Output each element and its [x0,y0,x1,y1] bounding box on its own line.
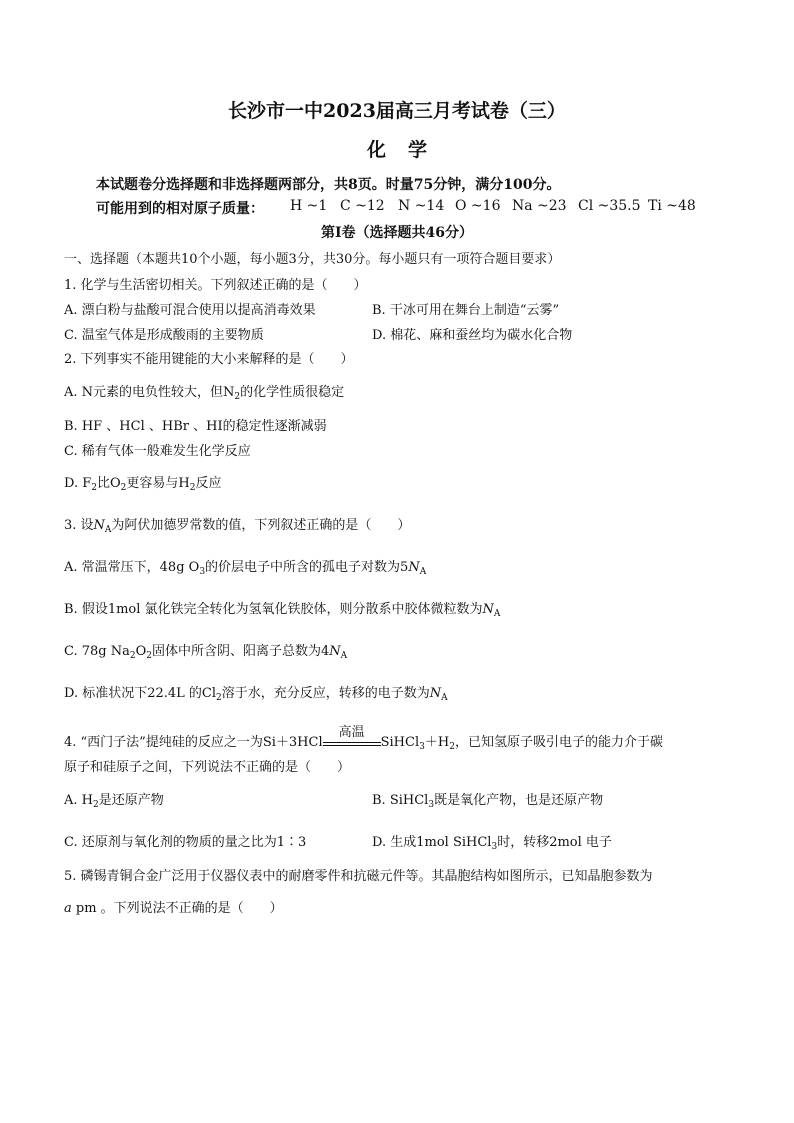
q3-option-d: D. 标准状况下22.4L 的$Cl_2$溶于水，充分反应，转移的电子数为$N_A$ [64,686,448,703]
exam-intro: 本试题卷分选择题和非选择题两部分，共8页。时量75分钟，满分100分。 [96,177,561,193]
q4-option-b: B. SiHCl$_3$既是氧化产物，也是还原产物 [372,793,604,810]
reaction-condition [323,724,381,750]
q1-option-d: D. 棉花、麻和蚕丝均为碳水化合物 [372,328,573,343]
q2-stem: 2. 下列事实不能用键能的大小来解释的是（ ） [64,352,354,367]
q4-stem: 4. “西门子法”提纯硅的反应之一为Si＋3HCl 高温 $SiHCl_3+H_2$，已知氢原子吸引电子的能力介于碳 [64,731,663,750]
atomic-mass-cl: Cl ~35.5 [578,198,641,214]
q3-stem: 3. 设$N_A$为阿伏加德罗常数的值，下列叙述正确的是（ ） [64,518,411,535]
q4-stem-line2: 原子和硅原子之间，下列说法不正确的是（ ） [64,760,351,775]
q2-option-c: C. 稀有气体一般难发生化学反应 [64,444,251,459]
reaction-condition-label: 高温 [338,724,365,740]
q4-option-c: C. 还原剂与氧化剂的物质的量之比为1∶3 [64,835,307,850]
q5-stem-line2: a pm 。下列说法不正确的是（ ） [64,901,283,916]
q3-option-b: B. 假设1mol 氯化铁完全转化为氢氧化铁胶体，则分散系中胶体微粒数为$N_A$ [64,602,501,619]
atomic-mass-n: N ~14 [398,198,445,214]
part-heading: 一、选择题（本题共10个小题，每小题3分，共30分。每小题只有一项符合题目要求） [64,252,561,267]
atomic-mass-c: C ~12 [340,198,385,214]
q1-stem: 1. 化学与生活密切相关。下列叙述正确的是（ ） [64,278,367,293]
q1-option-b: B. 干冰可用在舞台上制造“云雾” [372,303,560,318]
q3-option-c: C. 78g $Na_2O_2$固体中所含阴、阳离子总数为$4N_A$ [64,644,348,661]
atomic-mass-o: O ~16 [455,198,501,214]
q3-option-a: A. 常温常压下，48g $O_3$的价层电子中所含的孤电子对数为$5N_A$ [64,560,427,577]
q2-option-a: A. N元素的电负性较大，但$N_2$的化学性质很稳定 [64,385,345,402]
atomic-mass-na: Na ~23 [512,198,567,214]
atomic-mass-label: 可能用到的相对原子质量： [96,201,264,217]
q2-option-b: B. HF 、HCl 、HBr 、HI的稳定性逐渐减弱 [64,419,327,434]
section-title: 第Ⅰ卷（选择题共46分） [320,225,474,241]
atomic-mass-h: H ~1 [290,198,328,214]
q5-stem: 5. 磷锡青铜合金广泛用于仪器仪表中的耐磨零件和抗磁元件等。其晶胞结构如图所示，已知晶胞参数为 [64,869,653,884]
exam-title: 长沙市一中2023届高三月考试卷（三） [228,100,566,122]
q4-option-d: D. 生成1mol SiHCl$_3$时，转移2mol 电子 [372,835,612,852]
subject-title: 化学 [366,139,449,161]
atomic-mass-ti: Ti ~48 [648,198,696,214]
q4-option-a: A. $H_2$是还原产物 [64,793,164,810]
q2-option-d: D. $F_2$比$O_2$更容易与$H_2$反应 [64,476,222,493]
q1-option-a: A. 漂白粉与盐酸可混合使用以提高消毒效果 [64,303,316,318]
q1-option-c: C. 温室气体是形成酸雨的主要物质 [64,328,264,343]
